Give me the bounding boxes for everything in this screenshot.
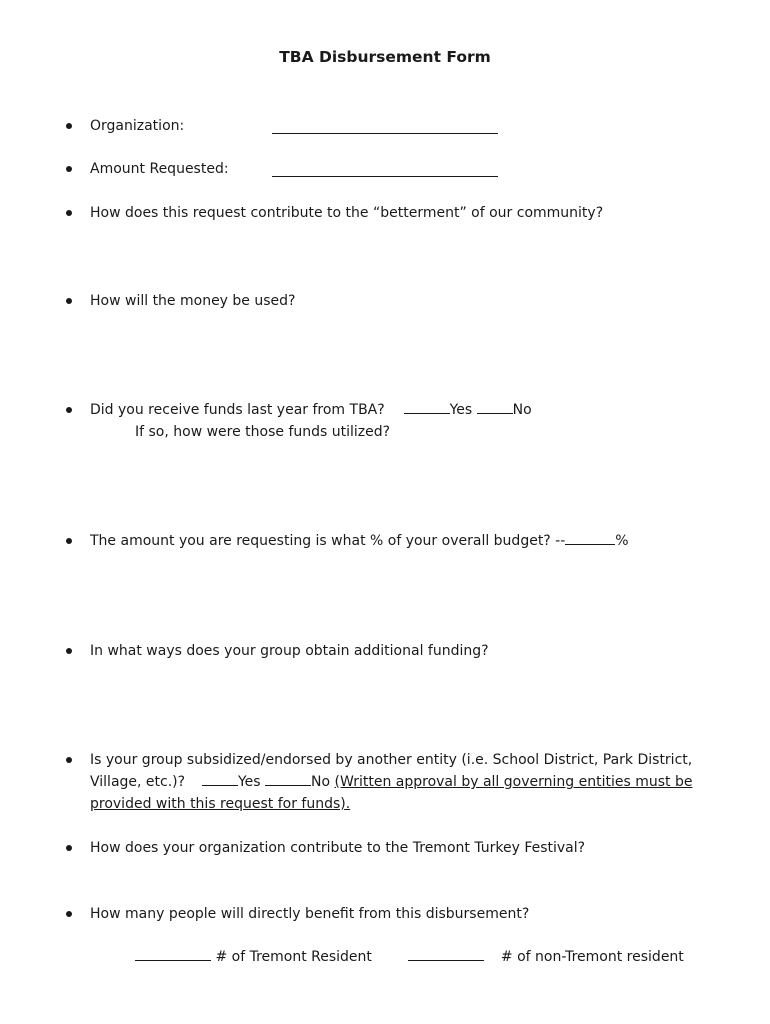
funds-utilized-question: If so, how were those funds utilized? — [135, 424, 391, 440]
percent-budget-question: The amount you are requesting is what % of your overall budget? -- — [90, 533, 566, 549]
amount-field[interactable] — [272, 162, 498, 177]
non-tremont-resident-label: # of non-Tremont resident — [500, 949, 684, 965]
subsidized-no-blank[interactable] — [265, 771, 311, 786]
tremont-resident-line — [135, 946, 372, 968]
written-approval-note-line3: provided with this request for funds). — [90, 796, 351, 812]
bullet-icon — [66, 166, 72, 172]
additional-funding-question: In what ways does your group obtain additional funding? — [90, 643, 489, 659]
subsidized-yes-label: Yes — [237, 774, 261, 790]
percent-budget-line — [90, 530, 629, 552]
funds-last-year-question: Did you receive funds last year from TBA? — [90, 402, 385, 418]
funds-yes-blank[interactable] — [404, 399, 450, 414]
bullet-icon — [66, 911, 72, 917]
people-benefit-question: How many people will directly benefit from this disbursement? — [90, 906, 530, 922]
bullet-icon — [66, 407, 72, 413]
amount-label: Amount Requested: — [90, 161, 229, 177]
turkey-festival-question: How does your organization contribute to the Tremont Turkey Festival? — [90, 840, 586, 856]
bullet-icon — [66, 298, 72, 304]
subsidized-question-line1: Is your group subsidized/endorsed by another entity (i.e. School District, Park District, — [90, 752, 693, 768]
tremont-resident-blank[interactable] — [135, 946, 211, 961]
subsidized-yes-blank[interactable] — [202, 771, 238, 786]
non-tremont-resident-line — [408, 946, 684, 968]
written-approval-note-line2: (Written approval by all governing entities must be — [334, 774, 693, 790]
bullet-icon — [66, 123, 72, 129]
funds-yes-label: Yes — [449, 402, 473, 418]
subsidized-no-label: No — [311, 774, 331, 790]
non-tremont-resident-blank[interactable] — [408, 946, 484, 961]
subsidized-line2 — [90, 771, 692, 793]
percent-budget-blank[interactable] — [565, 530, 615, 545]
bullet-icon — [66, 538, 72, 544]
funds-no-blank[interactable] — [477, 399, 513, 414]
subsidized-question-line2: Village, etc.)? — [90, 774, 186, 790]
bullet-icon — [66, 757, 72, 763]
money-used-question: How will the money be used? — [90, 293, 296, 309]
organization-field[interactable] — [272, 119, 498, 134]
bullet-icon — [66, 845, 72, 851]
betterment-question: How does this request contribute to the “betterment” of our community? — [90, 205, 604, 221]
percent-sign: % — [615, 533, 629, 549]
bullet-icon — [66, 648, 72, 654]
funds-last-year-line — [90, 399, 532, 421]
form-title: TBA Disbursement Form — [279, 48, 491, 66]
organization-label: Organization: — [90, 118, 185, 134]
funds-no-label: No — [512, 402, 532, 418]
bullet-icon — [66, 210, 72, 216]
tremont-resident-label: # of Tremont Resident — [215, 949, 372, 965]
